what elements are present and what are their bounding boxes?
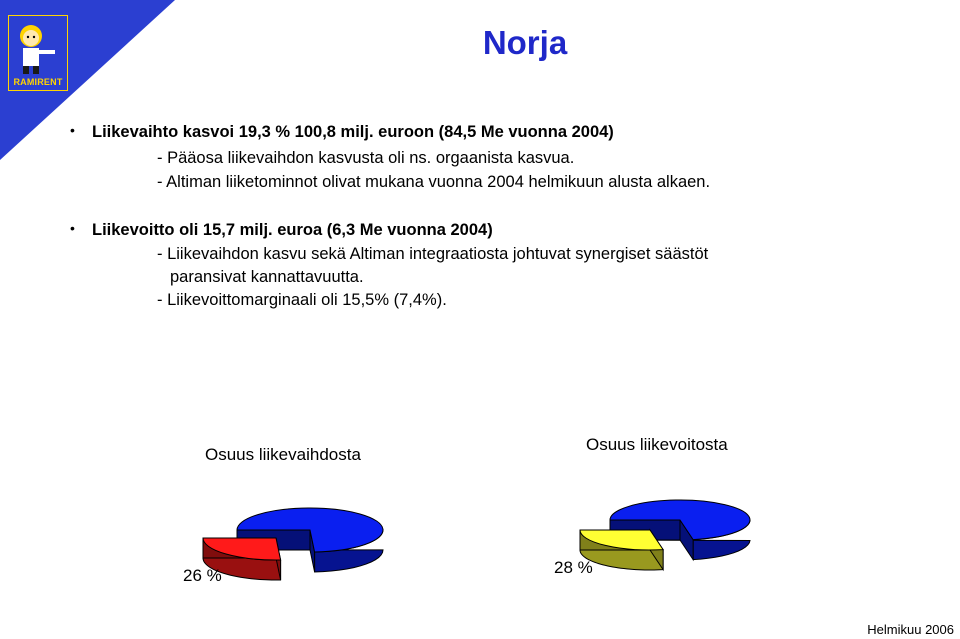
bullet-dot: • [70, 122, 75, 138]
slide-title: Norja [482, 24, 568, 61]
bullet-dot: • [70, 220, 75, 236]
bullet-sub-2-1: - Liikevaihdon kasvu sekä Altiman integraatiosta johtuvat synergiset säästöt [157, 245, 709, 263]
bullet-sub-1-2: - Altiman liiketominnot olivat mukana vuonna 2004 helmikuun alusta alkaen. [157, 173, 711, 191]
pie-title-revenue: Osuus liikevaihdosta [205, 445, 361, 464]
logo-text: RAMIRENT [13, 77, 63, 87]
bullet-heading-2: Liikevoitto oli 15,7 milj. euroa (6,3 Me vuonna 2004) [92, 221, 493, 239]
bullet-sub-2-2: paransivat kannattavuutta. [170, 268, 364, 286]
bullet-heading-1: Liikevaihto kasvoi 19,3 % 100,8 milj. euroon (84,5 Me vuonna 2004) [92, 123, 614, 141]
pct-label-profit: 28 % [554, 558, 593, 577]
pie-title-profit: Osuus liikevoitosta [586, 435, 728, 454]
bullet-sub-1-1: - Pääosa liikevaihdon kasvusta oli ns. orgaanista kasvua. [157, 149, 575, 167]
pct-label-revenue: 26 % [183, 566, 222, 585]
footer-date: Helmikuu 2006 [867, 622, 954, 637]
bullet-sub-2-3: - Liikevoittomarginaali oli 15,5% (7,4%). [157, 291, 447, 309]
